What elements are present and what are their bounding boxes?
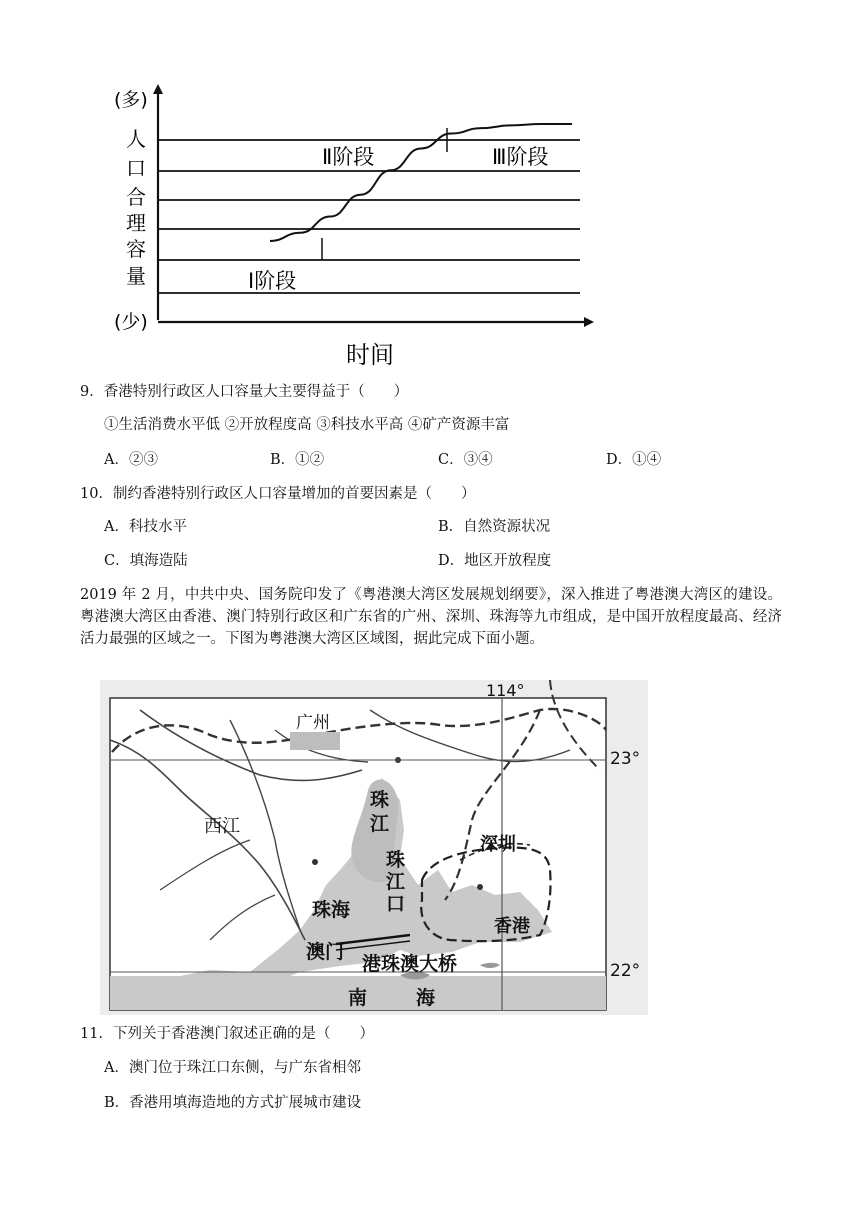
chart-curve: [270, 124, 572, 241]
question-10-option-c[interactable]: C．填海造陆: [104, 553, 188, 569]
question-9-option-b[interactable]: B．①②: [270, 452, 325, 468]
guangzhou-label: 广州: [296, 713, 330, 733]
population-capacity-chart: [100, 80, 600, 370]
question-11-option-a[interactable]: A．澳门位于珠江口东侧，与广东省相邻: [104, 1060, 361, 1076]
stage-1-label: Ⅰ阶段: [248, 269, 297, 293]
question-10-option-a[interactable]: A．科技水平: [104, 519, 187, 535]
y-axis-title-char: 量: [126, 264, 146, 288]
greater-bay-area-map: [100, 680, 648, 1015]
longitude-label: 114°: [486, 681, 525, 700]
question-9-option-c[interactable]: C．③④: [438, 452, 493, 468]
passage-text: 2019 年 2 月，中共中央、国务院印发了《粤港澳大湾区发展规划纲要》，深入推进了粤港澳大湾区的建设。粤港澳大湾区由香港、澳门特别行政区和广东省的广州、深圳、珠海等九市组成，是中国开放程度最高、经济活力最强的区域之一。下图为粤港澳大湾区区域图，据此完成下面小题。: [80, 587, 782, 647]
question-11-option-b[interactable]: B．香港用填海造地的方式扩展城市建设: [104, 1095, 362, 1111]
hzmb-label: 港珠澳大桥: [362, 953, 458, 975]
zhuhai-label: 珠海: [312, 899, 351, 921]
guangzhou-marker: [290, 732, 340, 750]
zhujiangkou-label-char: 江: [386, 871, 406, 893]
zhujiang-label-char: 珠: [370, 789, 390, 811]
question-11-stem: 11．下列关于香港澳门叙述正确的是（ ）: [80, 1026, 374, 1042]
latitude-label-22: 22°: [610, 961, 641, 981]
nanhai-label-char: 海: [416, 987, 436, 1009]
shenzhen-label: 深圳: [480, 834, 516, 855]
y-axis-title-char: 容: [126, 237, 146, 261]
zhujiang-label-char: 江: [370, 813, 390, 835]
nanhai-label-char: 南: [348, 987, 368, 1009]
x-axis-title: 时间: [346, 341, 394, 369]
stage-3-label: Ⅲ阶段: [492, 145, 549, 169]
hongkong-label: 香港: [494, 916, 530, 937]
city-dot: [312, 859, 318, 865]
latitude-label-23: 23°: [610, 749, 641, 769]
y-axis-title-char: 口: [126, 156, 146, 180]
zhujiangkou-label-char: 口: [386, 893, 406, 915]
question-9-stem: 9．香港特别行政区人口容量大主要得益于（ ）: [80, 384, 409, 400]
stage-2-label: Ⅱ阶段: [322, 145, 375, 169]
y-axis-title-char: 理: [126, 211, 146, 235]
question-9-option-d[interactable]: D．①④: [606, 452, 662, 468]
x-axis-arrow-icon: [584, 317, 594, 327]
question-9-statements: ①生活消费水平低 ②开放程度高 ③科技水平高 ④矿产资源丰富: [104, 417, 510, 433]
y-bottom-label: (少): [114, 311, 148, 333]
y-axis-title-char: 合: [126, 185, 146, 209]
question-10-stem: 10．制约香港特别行政区人口容量增加的首要因素是（ ）: [80, 486, 476, 502]
city-dot: [477, 884, 483, 890]
question-10-option-b[interactable]: B．自然资源状况: [438, 519, 551, 535]
y-axis-title-char: 人: [126, 127, 146, 151]
xijiang-label: 西江: [204, 816, 240, 837]
y-axis-arrow-icon: [153, 84, 163, 94]
zhujiangkou-label-char: 珠: [386, 849, 406, 871]
y-top-label: (多): [114, 89, 148, 111]
question-10-option-d[interactable]: D．地区开放程度: [438, 553, 552, 569]
macau-label: 澳门: [306, 941, 345, 963]
question-9-option-a[interactable]: A．②③: [104, 452, 158, 468]
